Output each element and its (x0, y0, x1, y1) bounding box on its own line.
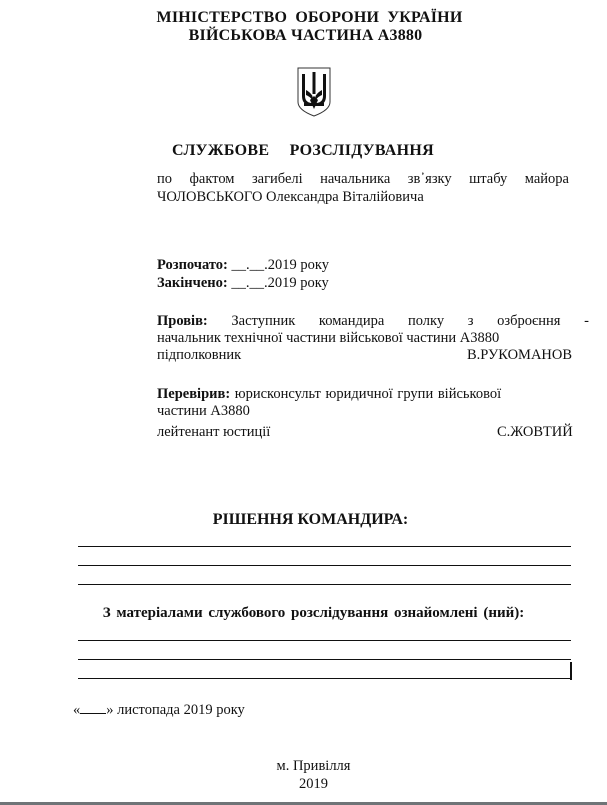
finished-value: __.__.2019 року (231, 275, 329, 291)
conducted-word: - (584, 313, 589, 329)
started-value: __.__.2019 року (231, 257, 329, 273)
military-unit-heading: ВІЙСЬКОВА ЧАСТИНА А3880 (188, 27, 423, 44)
ministry-heading: МІНІСТЕРСТВО ОБОРОНИ УКРАЇНИ (156, 9, 463, 26)
subject-word: по (157, 171, 173, 187)
checked-label: Перевірив: (157, 386, 231, 402)
subject-word: загибелі (251, 171, 303, 187)
subject-word: начальника (320, 171, 391, 187)
conducted-name: В.РУКОМАНОВ (467, 347, 573, 363)
date-open-quote: « (73, 702, 81, 718)
signing-date (73, 701, 245, 719)
conducted-word: з (467, 313, 474, 329)
subject-line-1 (157, 171, 569, 188)
subject-line-2: ЧОЛОВСЬКОГО Олександра Віталійовича (157, 189, 424, 205)
subject-word: зв᾽язку (407, 171, 452, 187)
conducted-word: озброєння (497, 313, 561, 329)
finished-label: Закінчено: (157, 275, 228, 291)
acknowledged-blank-line[interactable] (78, 659, 571, 660)
subject-word: майора (524, 171, 569, 187)
conducted-by-line-1 (157, 313, 589, 330)
conducted-word: полку (407, 313, 445, 329)
text-cursor (570, 662, 572, 680)
checked-rank: лейтенант юстиції (157, 424, 271, 440)
acknowledged-heading: З матеріалами службового розслідування ознайомлені (ний): (102, 605, 525, 621)
started-date (157, 257, 329, 274)
acknowledged-blank-line[interactable] (78, 640, 571, 641)
date-month-year: » листопада 2019 року (106, 702, 245, 718)
place-name: м. Привілля (276, 758, 351, 774)
day-blank[interactable] (80, 701, 106, 714)
conducted-by-line-2: начальник технічної частини військової частини А3880 (157, 330, 500, 346)
commander-decision-heading: РІШЕННЯ КОМАНДИРА: (212, 511, 409, 528)
document-year: 2019 (299, 776, 328, 792)
decision-blank-line[interactable] (78, 584, 571, 585)
subject-word: штабу (469, 171, 508, 187)
finished-date (157, 275, 329, 292)
checked-text: юрисконсульт юридичної групи військової (234, 386, 502, 402)
checked-name: С.ЖОВТИЙ (497, 424, 573, 440)
checked-by-line-2: частини А3880 (157, 403, 250, 419)
subject-word: фактом (189, 171, 235, 187)
conducted-label: Провів: (157, 313, 208, 329)
conducted-word: Заступник (231, 313, 296, 329)
decision-blank-line[interactable] (78, 565, 571, 566)
trident-coat-of-arms-icon (296, 66, 332, 118)
conducted-rank: підполковник (157, 347, 242, 363)
decision-blank-line[interactable] (78, 546, 571, 547)
checked-by-line-1 (157, 386, 501, 403)
conducted-word: командира (318, 313, 385, 329)
started-label: Розпочато: (157, 257, 228, 273)
acknowledged-blank-line[interactable] (78, 678, 571, 679)
document-title: СЛУЖБОВЕ РОЗСЛІДУВАННЯ (172, 142, 434, 159)
